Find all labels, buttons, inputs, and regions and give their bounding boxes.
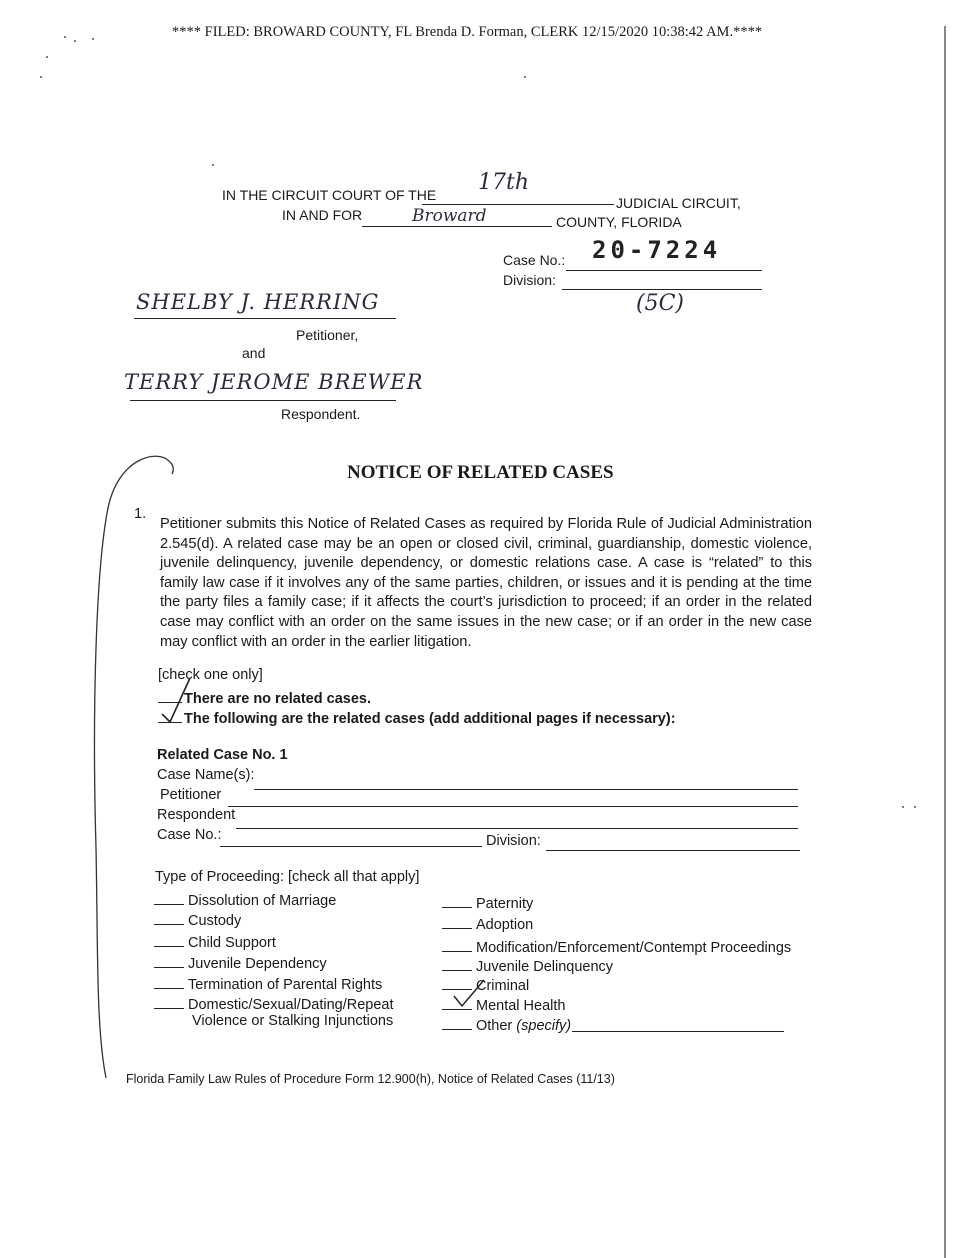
checkbox-blank[interactable] [442,956,472,971]
and-label: and [242,345,266,361]
checkbox-blank[interactable] [442,893,472,908]
checkbox-blank[interactable] [154,994,184,1009]
checkmark-icon [160,676,196,724]
related-petitioner-field[interactable] [228,806,798,807]
proceeding-label: Termination of Parental Rights [188,977,383,993]
other-specify-hint: (specify) [516,1018,572,1034]
related-case-heading: Related Case No. 1 [157,747,288,763]
division-handwritten: (5C) [636,291,684,316]
proceeding-label: Custody [188,913,242,929]
circuit-handwritten: 17th [478,170,530,195]
related-case-no-field[interactable] [220,846,482,847]
scan-speck [524,76,526,78]
proceeding-modification[interactable] [442,937,791,956]
document-title: NOTICE OF RELATED CASES [347,462,614,483]
related-division-field[interactable] [546,850,800,851]
related-case-no-label: Case No.: [157,827,222,843]
proceeding-label: Other [476,1018,513,1034]
section-number: 1. [134,506,147,522]
checkbox-blank[interactable] [154,953,184,968]
case-no-stamp: 20-7224 [592,236,722,264]
scan-speck [902,806,904,808]
proceeding-child-support[interactable] [154,932,276,951]
checkbox-blank[interactable] [442,1015,472,1030]
case-names-field[interactable] [254,789,798,790]
court-line2-prefix: IN AND FOR [282,207,363,223]
proceeding-termination-parental-rights[interactable] [154,974,382,993]
option-no-related-label: There are no related cases. [184,691,371,707]
related-respondent-label: Respondent [157,807,236,823]
checkbox-blank[interactable] [154,932,184,947]
circuit-blank [422,204,614,205]
proceeding-label: Domestic/Sexual/Dating/Repeat [188,997,394,1013]
respondent-name-handwritten: TERRY JEROME BREWER [124,370,424,394]
county-blank [362,226,552,227]
proceeding-adoption[interactable] [442,914,533,933]
proceeding-other[interactable] [442,1015,571,1034]
form-footer: Florida Family Law Rules of Procedure Form 12.900(h), Notice of Related Cases (11/13) [126,1072,615,1086]
proceeding-label: Paternity [476,896,534,912]
scan-speck [74,40,76,42]
mental-health-checkmark-icon [452,978,488,1012]
proceeding-label: Child Support [188,935,276,951]
page-edge-line [944,26,946,1258]
related-division-label: Division: [486,833,541,849]
scan-speck [46,56,48,58]
scan-speck [212,164,214,166]
petitioner-blank [134,318,396,319]
petitioner-label: Petitioner, [296,327,359,343]
county-handwritten: Broward [412,206,487,226]
proceeding-label: Juvenile Delinquency [476,959,614,975]
case-no-label: Case No.: [503,252,566,268]
proceeding-label: Juvenile Dependency [188,956,327,972]
respondent-blank [130,400,396,401]
checkbox-blank[interactable] [154,974,184,989]
proceeding-paternity[interactable] [442,893,533,912]
case-names-label: Case Name(s): [157,767,255,783]
proceeding-label: Dissolution of Marriage [188,893,337,909]
case-no-blank [566,270,762,271]
division-label: Division: [503,272,556,288]
checkbox-blank[interactable] [154,890,184,905]
filing-header: **** FILED: BROWARD COUNTY, FL Brenda D. Forman, CLERK 12/15/2020 10:38:42 AM.**** [172,24,763,40]
respondent-label: Respondent. [281,406,361,422]
related-respondent-field[interactable] [236,828,798,829]
other-specify-field[interactable] [572,1031,784,1032]
proceeding-domestic-violence[interactable] [154,994,394,1013]
option-following-label: The following are the related cases (add additional pages if necessary): [184,711,676,727]
section-1-paragraph: Petitioner submits this Notice of Related Cases as required by Florida Rule of Judicial Administration 2.545(d). A related case may be an open or closed civil, criminal, guardianship, domestic violence, juvenile delinquency, juvenile dependency, or domestic relations case. A case is “related” to this family law case if it involves any of the same parties, children, or issues and it is pending at the time the party files a family case; if it affects the court’s jurisdiction to proceed; if an order in the related case may conflict with an order on the same issues in the new case; or if an order in the new case may conflict with an order in the earlier litigation. [160,516,812,650]
check-one-instruction: [check one only] [158,667,263,683]
proceeding-domestic-violence-continuation: Violence or Stalking Injunctions [192,1013,394,1029]
proceeding-juvenile-dependency[interactable] [154,953,327,972]
division-blank [562,289,762,290]
proceeding-label: Criminal [476,978,530,994]
scan-speck [914,806,916,808]
scan-speck [64,36,66,38]
court-line1-suffix: JUDICIAL CIRCUIT, [616,195,741,211]
proceeding-custody[interactable] [154,910,241,929]
scan-speck [40,76,42,78]
checkbox-blank[interactable] [442,914,472,929]
court-line1-prefix: IN THE CIRCUIT COURT OF THE [222,187,437,203]
court-line2-suffix: COUNTY, FLORIDA [556,214,682,230]
proceeding-label: Adoption [476,917,534,933]
proceeding-dissolution[interactable] [154,890,336,909]
proceeding-juvenile-delinquency[interactable] [442,956,613,975]
proceeding-heading: Type of Proceeding: [check all that apply] [155,869,420,885]
proceeding-label: Mental Health [476,998,566,1014]
petitioner-name-handwritten: SHELBY J. HERRING [136,290,380,314]
proceeding-label: Modification/Enforcement/Contempt Proceedings [476,940,792,956]
checkbox-blank[interactable] [154,910,184,925]
option-following-related-cases[interactable] [158,708,676,727]
checkbox-blank[interactable] [442,937,472,952]
related-petitioner-label: Petitioner [160,787,222,803]
scan-speck [92,38,94,40]
